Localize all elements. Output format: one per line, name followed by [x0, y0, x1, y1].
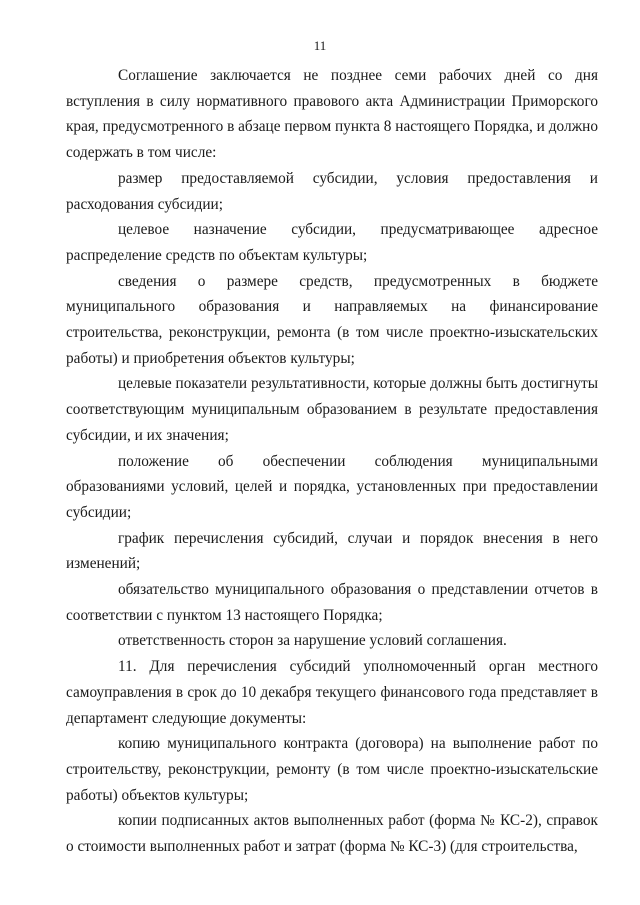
- paragraph-target-purpose: целевое назначение субсидии, предусматривающее адресное распределение средств по объектам культуры;: [66, 221, 598, 264]
- document-body: [66, 63, 598, 860]
- paragraph-agreement-intro: Соглашение заключается не позднее семи рабочих дней со дня вступления в силу нормативного правового акта Администрации Приморского края, предусмотренного в абзаце первом пункта 8 настоящего Порядка, и должно содержать в том числе:: [66, 67, 598, 162]
- paragraph-section-11: 11. Для перечисления субсидий уполномоченный орган местного самоуправления в срок до 10 декабря текущего финансового года представляет в департамент следующие документы:: [66, 658, 598, 727]
- paragraph-reporting-obligation: обязательство муниципального образования о представлении отчетов в соответствии с пунктом 13 настоящего Порядка;: [66, 581, 598, 624]
- paragraph-contract-copy: копию муниципального контракта (договора) на выполнение работ по строительству, реконструкции, ремонту (в том числе проектно-изыскательские работы) объектов культуры;: [66, 735, 598, 804]
- paragraph-performance-indicators: целевые показатели результативности, которые должны быть достигнуты соответствующим муниципальным образованием в результате предоставления субсидии, и их значения;: [66, 375, 598, 444]
- page-number: 11: [313, 38, 327, 53]
- paragraph-funding-info: сведения о размере средств, предусмотренных в бюджете муниципального образования и направляемых на финансирование строительства, реконструкции, ремонта (в том числе проектно-изыскательских работы) и приобретения объектов культуры;: [66, 272, 598, 367]
- paragraph-compliance-provision: положение об обеспечении соблюдения муниципальными образованиями условий, целей и порядка, установленных при предоставлении субсидии;: [66, 452, 598, 521]
- paragraph-responsibility: ответственность сторон за нарушение условий соглашения.: [118, 632, 507, 650]
- paragraph-subsidy-amount: размер предоставляемой субсидии, условия предоставления и расходования субсидии;: [66, 169, 598, 213]
- paragraph-payment-schedule: график перечисления субсидий, случаи и порядок внесения в него изменений;: [66, 529, 598, 573]
- paragraph-acts-copies: копии подписанных актов выполненных работ (форма № КС-2), справок о стоимости выполненных работ и затрат (форма № КС-3) (для строительства,: [66, 812, 598, 856]
